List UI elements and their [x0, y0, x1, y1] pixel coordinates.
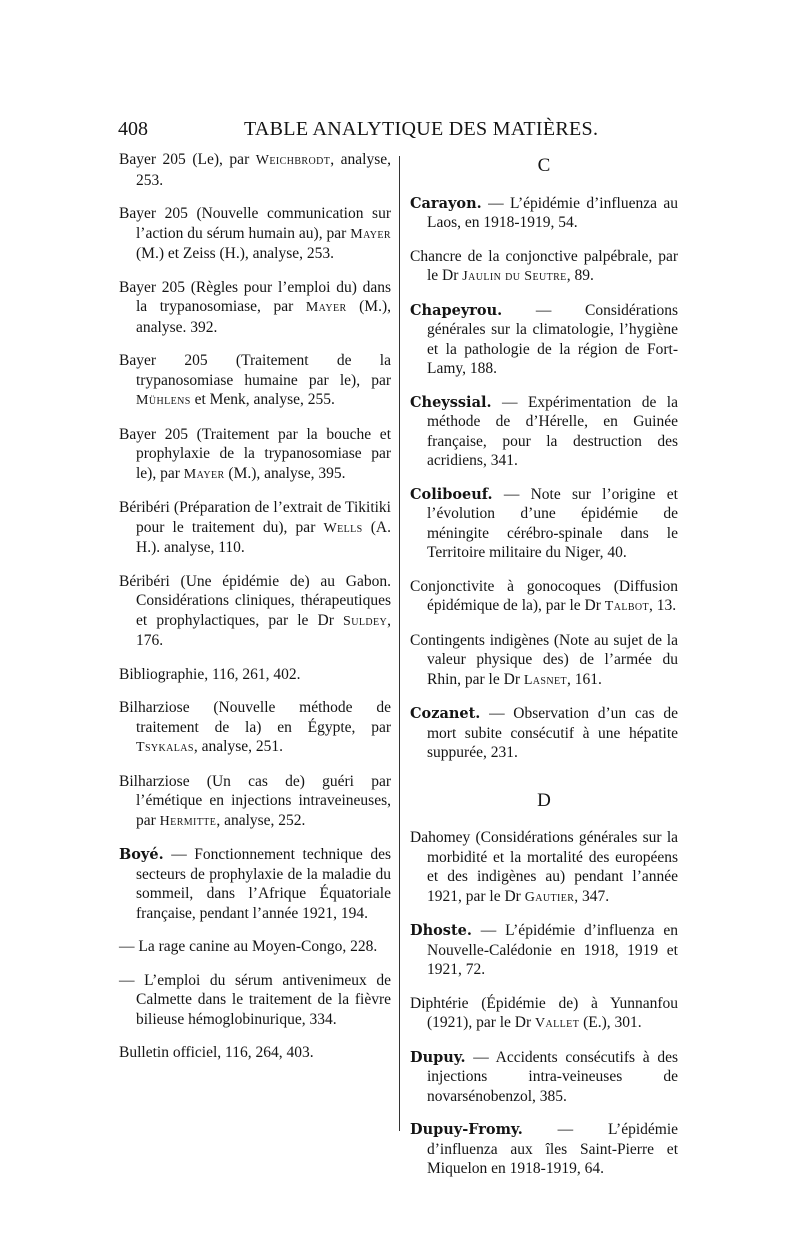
entry-heading: Dhoste. [410, 922, 472, 939]
section-d-entries [410, 828, 678, 1179]
entry-heading: Dupuy. [410, 1048, 466, 1066]
entry-text: Bilharziose (Un cas de) guéri par l’émétique en injections intraveineuses, par [119, 772, 391, 829]
entry-text: Chancre de la conjonctive palpébrale, par le Dr [410, 247, 678, 284]
index-entry [410, 1048, 678, 1107]
index-entry [410, 828, 678, 907]
entry-text: Bilharziose (Nouvelle méthode de traitement de la) en Égypte, par [119, 699, 391, 736]
entry-text-tail: (M.), analyse, 395. [224, 464, 346, 482]
index-entry [119, 204, 391, 264]
index-entry [410, 247, 678, 287]
entry-text: — L’épidémie d’influenza au Laos, en 1918-1919, 54. [427, 194, 678, 231]
index-entry [119, 937, 391, 957]
page-number: 408 [118, 118, 148, 140]
entry-heading: Cozanet. [410, 705, 481, 722]
entry-text: Diphtérie (Épidémie de) à Yunnanfou (1921), par le Dr [410, 994, 678, 1031]
entry-text: Contingents indigènes (Note au sujet de la valeur physique des) de l’armée du Rhin, par le Dr [410, 631, 678, 688]
entry-text: Bulletin officiel, 116, 264, 403. [119, 1044, 314, 1061]
section-letter-c: C [537, 155, 551, 176]
entry-text-tail: , 89. [566, 267, 594, 284]
page-title: TABLE ANALYTIQUE DES MATIÈRES. [244, 118, 599, 140]
entry-text: — Observation d’un cas de mort subite consécutif à une hépatite suppurée, 231. [427, 705, 678, 761]
entry-text-tail: , analyse, 253. [136, 151, 391, 189]
entry-text: — L’épidémie d’influenza en Nouvelle-Calédonie en 1918, 1919 et 1921, 72. [427, 922, 678, 978]
entry-author: Gautier [524, 889, 575, 905]
entry-text: Béribéri (Une épidémie de) au Gabon. Considérations cliniques, thérapeutiques et prophylactiques, par le Dr [119, 572, 391, 629]
entry-text-tail: , 347. [574, 887, 610, 905]
entry-text-tail: , 176. [136, 611, 391, 649]
entry-text: Bayer 205 (Traitement par la bouche et prophylaxie de la trypanosomiase par le), par [119, 425, 391, 482]
index-entry [119, 698, 391, 758]
entry-author: Tsykalas [136, 740, 194, 755]
index-entry [410, 301, 678, 379]
index-entry [119, 150, 391, 190]
entry-text: Bayer 205 (Nouvelle communication sur l’action du sérum humain au), par [119, 205, 391, 242]
entry-author: Mayer [305, 300, 347, 315]
entry-author: Mayer [350, 226, 391, 242]
entry-author: Wells [323, 520, 363, 536]
entry-text: Conjonctivite à gonocoques (Diffusion épidémique de la), par le Dr [410, 577, 678, 614]
entry-author: Suldey [343, 613, 388, 629]
entry-text: Bayer 205 (Règles pour l’emploi du) dans la trypanosomiase, par [119, 278, 391, 315]
index-entry [410, 485, 678, 563]
entry-heading: Dupuy-Fromy. [410, 1121, 523, 1138]
entry-text: — Fonctionnement technique des secteurs de prophylaxie de la maladie du sommeil, dans l’Afrique Équatoriale française, pendant l’année 1921, 194. [136, 846, 391, 922]
entry-heading: Chapeyrou. [410, 301, 503, 319]
index-entry [119, 278, 391, 338]
index-entry [410, 393, 678, 471]
index-entry [410, 1120, 678, 1179]
index-entry [410, 577, 678, 617]
entry-text-tail: (A. H.). analyse, 110. [136, 518, 392, 556]
entry-heading: Cheyssial. [410, 393, 492, 411]
entry-text-tail: et Menk, analyse, 255. [190, 391, 335, 408]
entry-text-tail: (M.) et Zeiss (H.), analyse, 253. [136, 245, 335, 262]
entry-author: Mayer [183, 466, 225, 482]
entry-heading: Carayon. [410, 194, 482, 212]
entry-heading: Coliboeuf. [410, 485, 493, 503]
index-entry [119, 351, 391, 411]
entry-text-tail: , 161. [567, 670, 602, 688]
entry-text: Bayer 205 (Traitement de la trypanosomiase humaine par le), par [119, 352, 391, 389]
index-entry [119, 425, 391, 485]
entry-text: Bayer 205 (Le), par [119, 151, 256, 168]
index-entry [119, 498, 391, 558]
index-entry [119, 772, 391, 832]
entry-text: — Accidents consécutifs à des injections intra-veineuses de novarsénobenzol, 385. [427, 1048, 678, 1105]
entry-text: — L’emploi du sérum antivenimeux de Calmette dans le traitement de la fièvre bilieuse hémoglobinurique, 334. [119, 971, 391, 1028]
entry-text-tail: , analyse, 252. [216, 811, 306, 829]
entry-text: — La rage canine au Moyen-Congo, 228. [119, 938, 378, 955]
entry-author: Talbot [604, 599, 650, 614]
entry-text-tail: , 13. [649, 597, 677, 614]
entry-text: — Expérimentation de la méthode de d’Hérelle, en Guinée française, pour la destruction des acridiens, 341. [427, 393, 678, 469]
entry-author: Lasnet [523, 672, 568, 688]
index-entry [119, 971, 391, 1030]
left-column [119, 150, 391, 1077]
index-entry [410, 704, 678, 763]
entry-author: Hermitte [159, 813, 217, 829]
entry-text-tail: , analyse, 251. [193, 738, 283, 755]
entry-text: — Note sur l’origine et l’évolution d’une épidémie de méningite cérébro-spinale dans le Territoire militaire du Niger, 40. [427, 485, 678, 561]
entry-text: — L’épidémie d’influenza aux îles Saint-Pierre et Miquelon en 1918-1919, 64. [427, 1121, 678, 1177]
index-entry [119, 1043, 391, 1063]
entry-text: Dahomey (Considérations générales sur la morbidité et la mortalité des européens et des indigènes au) pendant l’année 1921, par le Dr [410, 829, 678, 905]
column-divider [399, 156, 400, 1131]
index-entry [119, 572, 391, 651]
index-entry [119, 845, 391, 923]
entry-heading: Boyé. [119, 846, 164, 863]
entry-text-tail: (E.), 301. [579, 1014, 642, 1031]
entry-author: Vallet [535, 1016, 580, 1031]
index-entry [410, 994, 678, 1034]
index-entry [410, 194, 678, 233]
entry-author: Jaulin du Seutre [462, 269, 567, 284]
index-entry [119, 665, 391, 685]
entry-author: Mühlens [136, 393, 191, 408]
entry-text: Bibliographie, 116, 261, 402. [119, 665, 301, 683]
right-column [410, 150, 678, 1193]
index-entry [410, 921, 678, 980]
entry-text: — Considérations générales sur la climatologie, l’hygiène et la pathologie de la région de Fort-Lamy, 188. [427, 301, 678, 377]
index-entry [410, 631, 678, 691]
entry-text-tail: (M.), analyse. 392. [136, 298, 391, 336]
entry-text: Béribéri (Préparation de l’extrait de Tikitiki pour le traitement du), par [119, 499, 391, 536]
entry-author: Weichbrodt [255, 153, 331, 168]
section-c-entries [410, 194, 678, 763]
section-letter-d: D [537, 789, 551, 811]
